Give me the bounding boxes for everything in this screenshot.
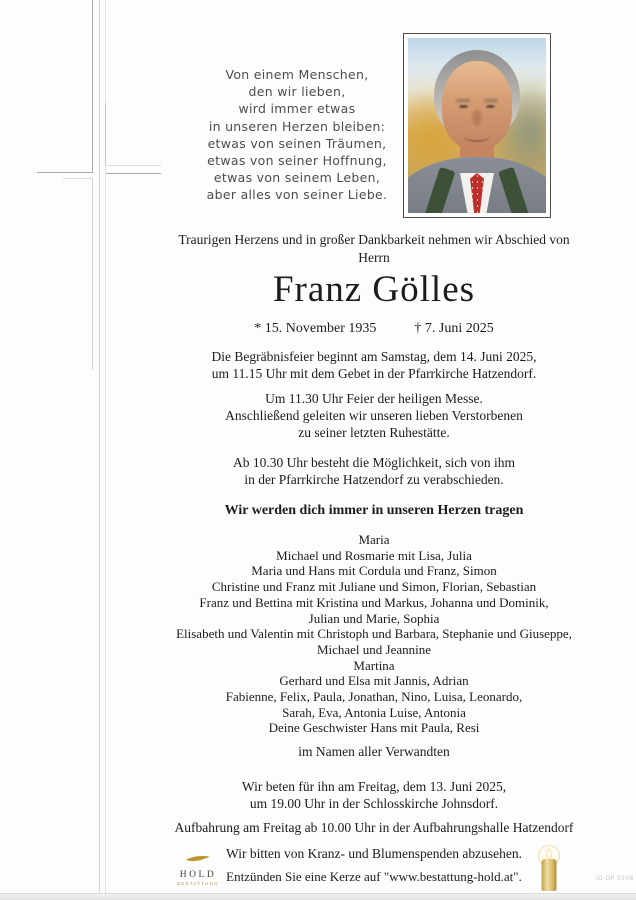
farewell-details <box>112 455 636 489</box>
funeral-home-subtitle: BESTATTUNG <box>177 881 219 886</box>
cross-stem-bottom <box>92 178 93 370</box>
page-bottom-edge <box>0 893 636 900</box>
deceased-name: Franz Gölles <box>272 269 476 310</box>
poem-line: etwas von seinem Leben, <box>213 170 381 186</box>
mass-details <box>112 391 636 441</box>
flowers-note: Wir bitten von Kranz- und Blumenspenden abzusehen. <box>226 846 522 861</box>
portrait-eye <box>459 105 468 109</box>
death-date: † 7. Juni 2025 <box>414 321 494 336</box>
life-dates <box>112 321 636 337</box>
portrait-face <box>442 61 512 149</box>
cross-stem-top <box>92 0 93 172</box>
poem-line: den wir lieben, <box>248 84 346 100</box>
funeral-line: Die Begräbnisfeier beginnt am Samstag, dem 14. Juni 2025, <box>211 349 537 364</box>
funeral-line: um 11.15 Uhr mit dem Gebet in der Pfarrkirche Hatzendorf. <box>211 365 537 381</box>
family-line: Gerhard und Elsa mit Jannis, Adrian <box>279 673 469 689</box>
poem-line: Von einem Menschen, <box>225 67 369 82</box>
repose-text: Aufbahrung am Freitag ab 10.00 Uhr in der Aufbahrungshalle Hatzendorf <box>174 820 574 835</box>
poem-line: aber alles von seiner Liebe. <box>206 187 388 203</box>
family-line: Deine Geschwister Hans mit Paula, Resi <box>268 720 480 736</box>
family-line: Michael und Jeannine <box>316 641 432 657</box>
family-line: Martina <box>353 657 395 673</box>
jacket-lapel <box>498 167 529 213</box>
intro-line: Herrn <box>358 250 390 265</box>
funeral-details <box>112 349 636 383</box>
portrait-brow <box>456 99 470 102</box>
portrait-brow <box>484 99 498 102</box>
portrait-smile <box>464 131 490 142</box>
prayer-line: Wir beten für ihn am Freitag, dem 13. Juni 2025, <box>241 779 507 794</box>
mass-line: Um 11.30 Uhr Feier der heiligen Messe. <box>265 391 483 406</box>
family-line: Maria <box>358 532 390 547</box>
intro-line: Traurigen Herzens und in großer Dankbarkeit nehmen wir Abschied von <box>178 232 570 247</box>
cross-inner-line <box>105 103 106 165</box>
funeral-home-name: HOLD <box>179 870 217 880</box>
family-line: Maria und Hans mit Cordula und Franz, Simon <box>251 563 497 579</box>
family-line: Sarah, Eva, Antonia Luise, Antonia <box>282 704 466 720</box>
portrait-eye <box>486 105 495 109</box>
closing-text: im Namen aller Verwandten <box>298 744 450 759</box>
poem-line: etwas von seinen Träumen, <box>207 135 387 151</box>
poem-line: etwas von seiner Hoffnung, <box>207 153 387 169</box>
family-line: Julian und Marie, Sophia <box>308 610 440 626</box>
poem-line: in unseren Herzen bleiben: <box>208 118 386 134</box>
intro-text <box>112 231 636 267</box>
poem-line: wird immer etwas <box>238 101 356 117</box>
birth-date: * 15. November 1935 <box>254 321 377 336</box>
funeral-home-logo <box>170 851 226 886</box>
mass-line: zu seiner letzten Ruhestätte. <box>298 424 450 440</box>
leaf-icon <box>185 853 211 864</box>
cross-arm-left-offset <box>63 178 93 179</box>
portrait-nose <box>473 110 482 126</box>
family-line: Fabienne, Felix, Paula, Jonathan, Nino, Luisa, Leonardo, <box>225 689 523 705</box>
prayer-line: um 19.00 Uhr in der Schlosskirche Johnsdorf. <box>249 795 499 811</box>
watermark-id: ID DP 9108 <box>596 875 634 882</box>
motto-text: Wir werden dich immer in unseren Herzen tragen <box>224 503 524 518</box>
fold-line <box>99 0 100 893</box>
family-list <box>112 532 636 736</box>
farewell-line: in der Pfarrkirche Hatzendorf zu verabschieden. <box>244 471 504 487</box>
candle-body <box>542 859 557 891</box>
candle-flame <box>546 849 552 859</box>
mass-line: Anschließend geleiten wir unseren lieben Verstorbenen <box>225 407 523 423</box>
candle-note: Entzünden Sie eine Kerze auf "www.bestattung-hold.at". <box>226 869 522 884</box>
family-line: Christine und Franz mit Juliane und Simon, Florian, Sebastian <box>211 579 537 595</box>
family-line: Michael und Rosmarie mit Lisa, Julia <box>276 547 472 563</box>
candle-icon <box>535 845 563 893</box>
family-line: Elisabeth und Valentin mit Christoph und Barbara, Stephanie und Giuseppe, <box>176 626 572 642</box>
farewell-line: Ab 10.30 Uhr besteht die Möglichkeit, sich von ihm <box>233 455 515 470</box>
cross-arm-left <box>37 172 93 173</box>
portrait-photo-image <box>408 38 546 213</box>
portrait-photo <box>403 33 551 218</box>
jacket-lapel <box>424 167 455 213</box>
family-line: Franz und Bettina mit Kristina und Markus, Johanna und Dominik, <box>199 594 549 610</box>
prayer-details <box>112 779 636 813</box>
